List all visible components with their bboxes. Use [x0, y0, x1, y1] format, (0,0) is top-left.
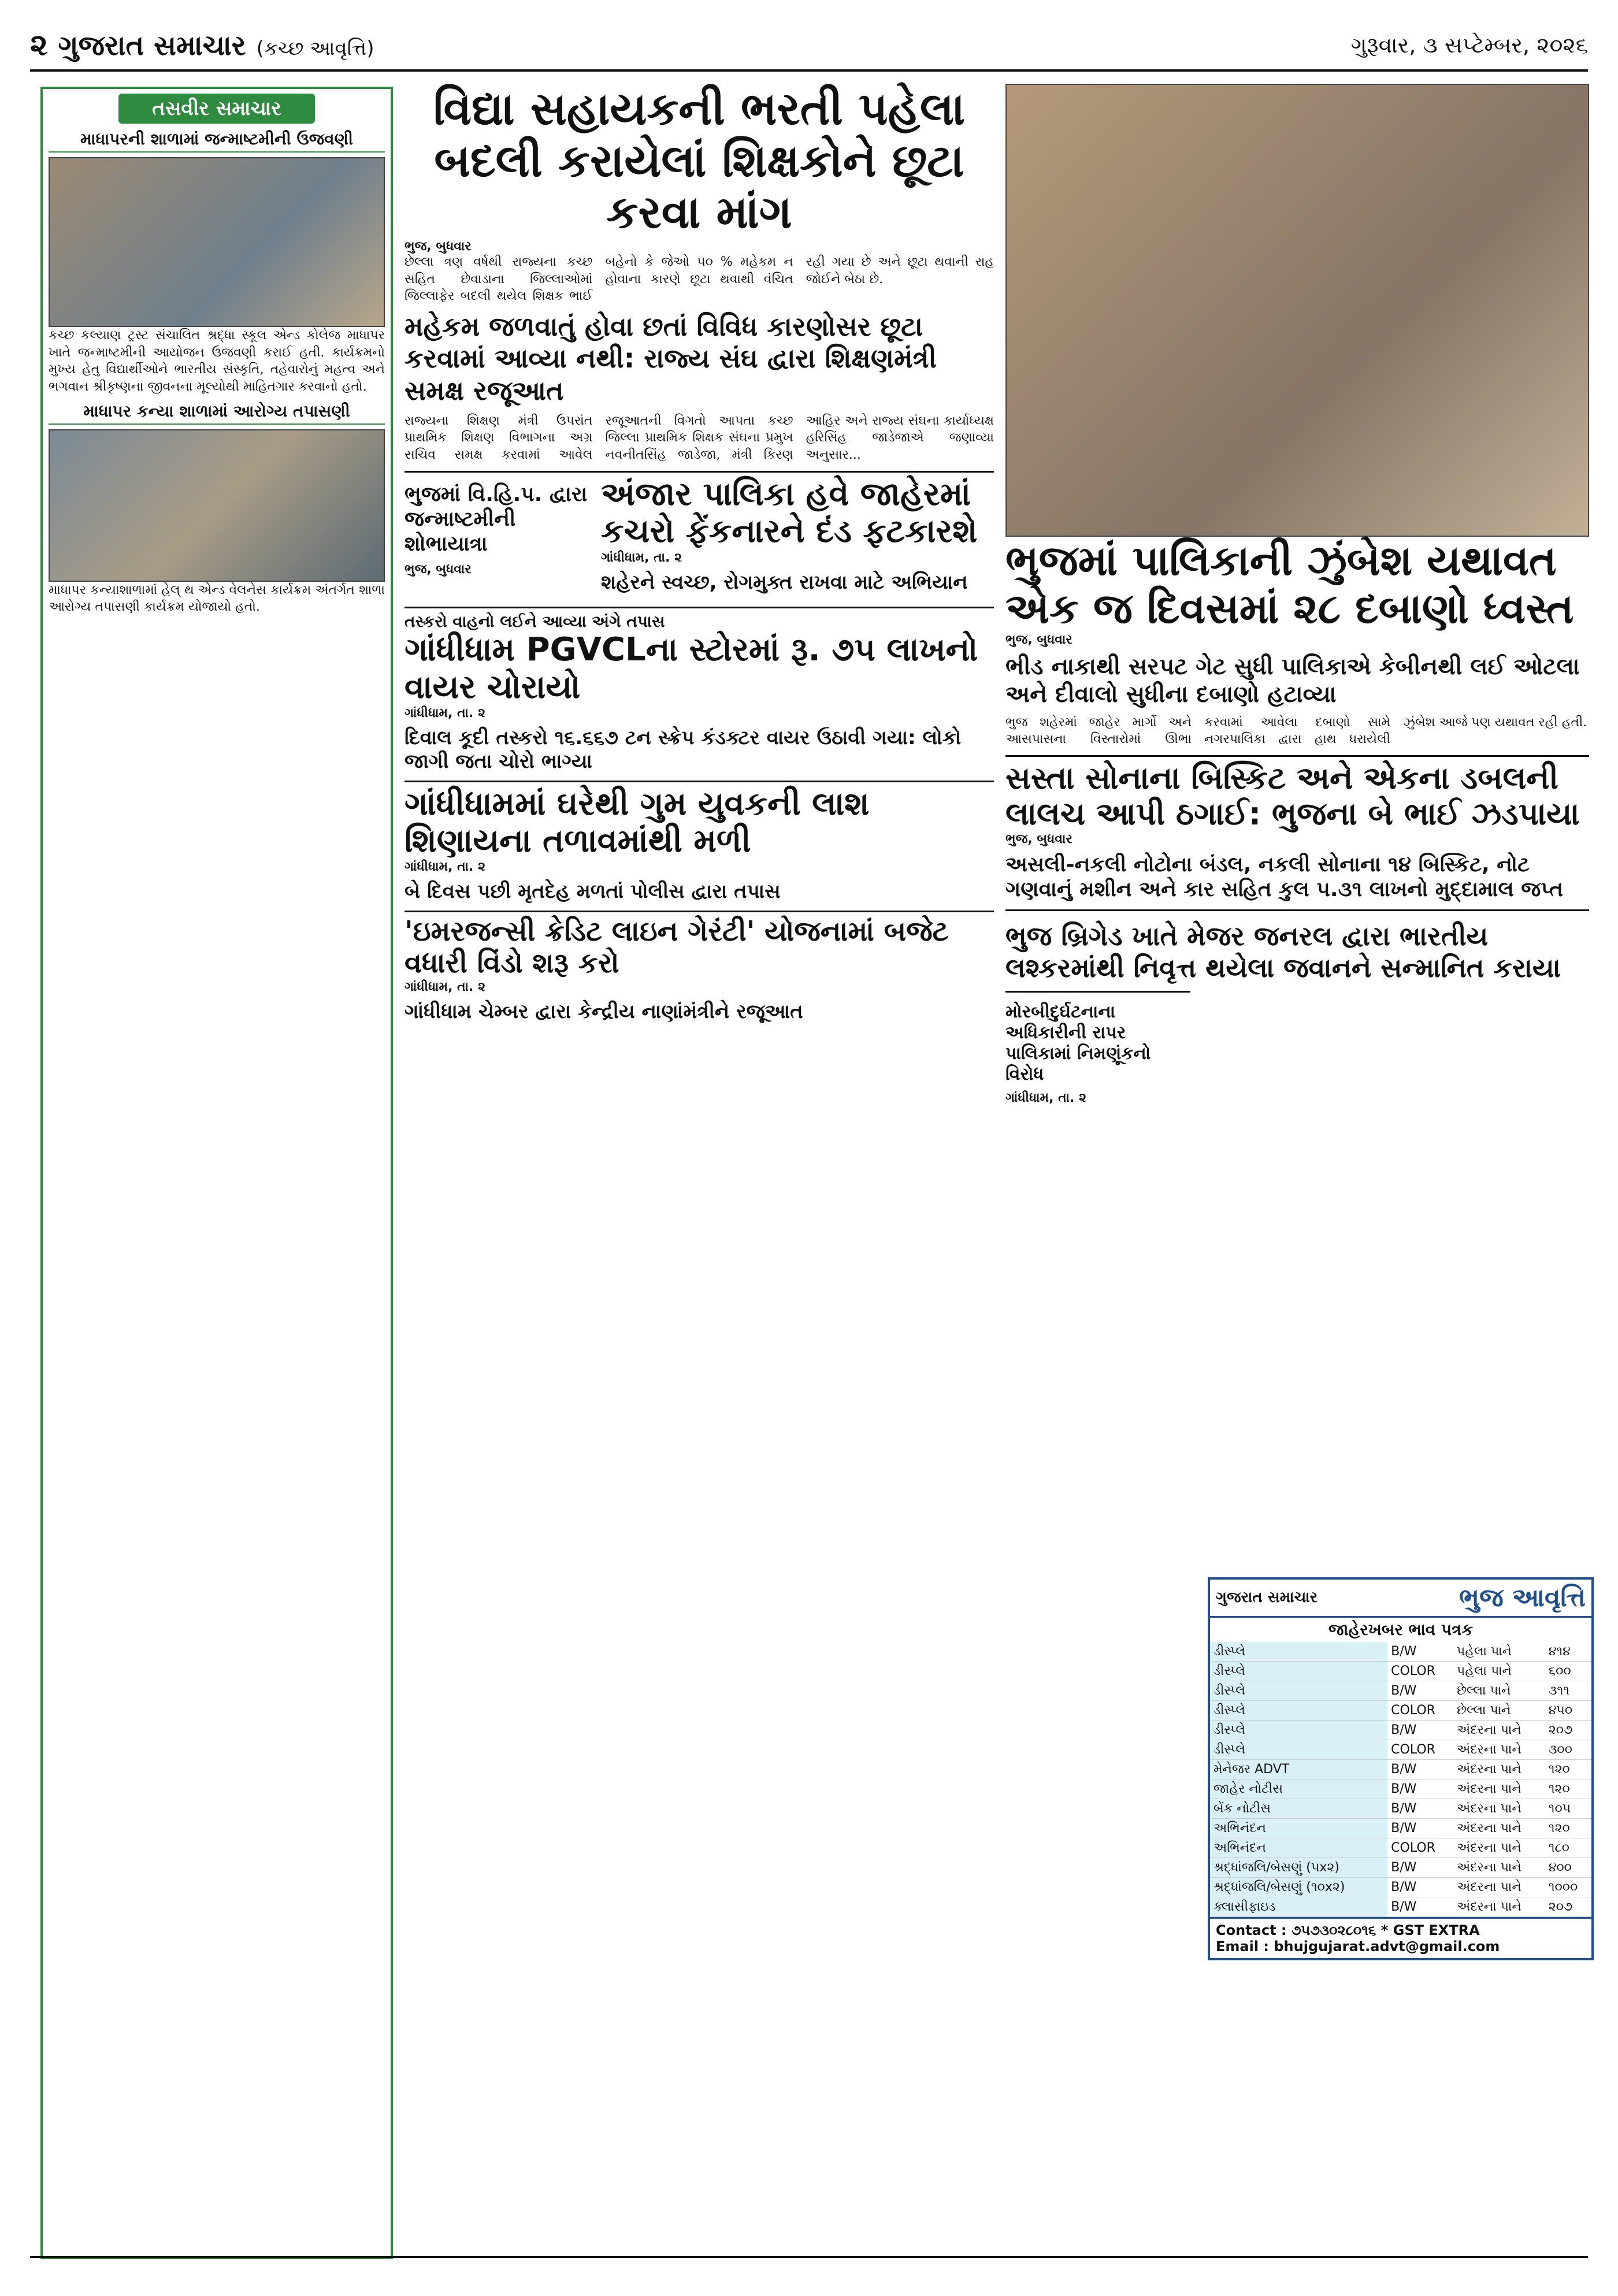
ratecard-row [1210, 1642, 1591, 1662]
placement-cell: અંદરના પાને [1453, 1799, 1545, 1819]
issue-date: ગુરૂવાર, ૩ સપ્ટેમ્બર, ૨૦૨૬ [1350, 32, 1588, 58]
placement-cell: અંદરના પાને [1453, 1740, 1545, 1760]
dateline: ભુજ, બુધવાર [404, 562, 472, 577]
ratecard-row [1210, 1662, 1591, 1681]
gandhidham-body-story [404, 781, 994, 904]
gandhidham-headline: ગાંધીધામમાં ઘરેથી ગુમ યુવકની લાશ શિણાયના તળાવમાંથી મળી [404, 785, 870, 860]
email-address: bhujgujarat.advt@gmail.com [1274, 1938, 1500, 1955]
ratecard-row [1210, 1760, 1591, 1779]
header-left [30, 28, 374, 63]
print-mode-cell: COLOR [1387, 1838, 1453, 1858]
anjar-headline: અંજાર પાલિકા હવે જાહેરમાં કચરો ફેંકનારને દંડ ફટકારશે [601, 475, 978, 551]
ratecard-masthead: ગુજરાત સમાચાર [1216, 1589, 1318, 1606]
right-lead-subhead: ભીડ નાકાથી સરપટ ગેટ સુધી પાલિકાએ કેબીનથી લઈ ઓટલા અને દીવાલો સુધીના દબાણો હટાવ્યા [1005, 653, 1580, 708]
placement-cell: છેલ્લા પાને [1453, 1701, 1545, 1721]
ratecard-row [1210, 1858, 1591, 1878]
dateline: ગાંધીધામ, તા. ૨ [404, 860, 485, 875]
pgvcl-kicker: તસ્કરો વાહનો લઈને આવ્યા અંગે તપાસ [404, 612, 665, 631]
pgvcl-story [404, 607, 994, 773]
rate-cell: ૧૨૦ [1545, 1760, 1591, 1779]
photo-story-title: માધાપર કન્યા શાળામાં આરોગ્ય તપાસણી [49, 402, 385, 425]
pgvcl-headline: ગાંધીધામ PGVCLના સ્ટોરમાં રૂ. ૭૫ લાખનો વાયર ચોરાયો [404, 631, 978, 706]
ad-type-cell: ડીસ્પ્લે [1210, 1662, 1387, 1681]
dateline: ગાંધીધામ, તા. ૨ [404, 979, 485, 994]
placement-cell: અંદરના પાને [1453, 1819, 1545, 1838]
ratecard-row [1210, 1701, 1591, 1721]
print-mode-cell: B/W [1387, 1819, 1453, 1838]
ad-type-cell: ડીસ્પ્લે [1210, 1642, 1387, 1662]
ad-type-cell: શ્રદ્ધાંજલિ/બેસણું (૧૦x૨) [1210, 1878, 1387, 1897]
page-header [30, 21, 1588, 72]
rate-cell: ૧૦૦૦ [1545, 1878, 1591, 1897]
placement-cell: અંદરના પાને [1453, 1897, 1545, 1917]
placement-cell: અંદરના પાને [1453, 1779, 1545, 1799]
ad-rate-card [1208, 1577, 1594, 1960]
dateline: ભુજ, બુધવાર [1005, 632, 1073, 647]
ratecard-row [1210, 1779, 1591, 1799]
ratecard-caption: જાહેરખબર ભાવ પત્રક [1328, 1620, 1474, 1639]
email-label: Email : [1216, 1938, 1270, 1955]
contact-phone: ૭૫૭૩૦૨૮૦૧૬ [1291, 1922, 1376, 1938]
print-mode-cell: B/W [1387, 1642, 1453, 1662]
ad-type-cell: ક્લાસીફાઇડ [1210, 1897, 1387, 1917]
dateline: ભુજ, બુધવાર [1005, 832, 1073, 847]
dateline: ભુજ, બુધવાર [404, 239, 472, 254]
placement-cell: છેલ્લા પાને [1453, 1681, 1545, 1701]
rate-cell: ૪૦૦ [1545, 1858, 1591, 1878]
photo-news-badge: તસવીર સમાચાર [118, 94, 315, 124]
edition-label: (કચ્છ આવૃત્તિ) [256, 36, 374, 60]
ad-type-cell: મેનેજર ADVT [1210, 1760, 1387, 1779]
photo [49, 157, 385, 327]
page-footer-rule [30, 2256, 1588, 2275]
rate-cell: ૧૦૫ [1545, 1799, 1591, 1819]
print-mode-cell: B/W [1387, 1897, 1453, 1917]
ad-type-cell: ડીસ્પ્લે [1210, 1721, 1387, 1740]
print-mode-cell: B/W [1387, 1858, 1453, 1878]
ratecard-row [1210, 1681, 1591, 1701]
placement-cell: અંદરના પાને [1453, 1760, 1545, 1779]
rate-cell: ૧૨૦ [1545, 1819, 1591, 1838]
army-headline: ભુજ બ્રિગેડ ખાતે મેજર જનરલ દ્વારા ભારતીય લશ્કરમાંથી નિવૃત્ત થયેલા જવાનને સન્માનિત કરાયા [1005, 920, 1561, 983]
lead-body-2: રાજ્યના શિક્ષણ મંત્રી ઉપરાંત પ્રાથમિક શિક્ષણ વિભાગના અગ્ર સચિવ સમક્ષ કરવામાં આવેલ રજૂઆતની વિગતો આપતા કચ્છ જિલ્લા પ્રાથમિક શિક્ષક સંઘના પ્રમુખ નવનીતસિંહ જાડેજા, મંત્રી કિરણ આહિર અને રાજ્ય સંઘના કાર્યાધ્યક્ષ હરિસિંહ જાડેજાએ જણાવ્યા અનુસાર... [404, 413, 994, 463]
placement-cell: પહેલા પાને [1453, 1662, 1545, 1681]
rate-cell: ૧૮૦ [1545, 1838, 1591, 1858]
rate-cell: ૩૦૦ [1545, 1740, 1591, 1760]
placement-cell: અંદરના પાને [1453, 1721, 1545, 1740]
ad-type-cell: ડીસ્પ્લે [1210, 1681, 1387, 1701]
ratecard-rows [1210, 1642, 1591, 1917]
army-story [1005, 909, 1589, 984]
gold-story [1005, 755, 1589, 902]
email-line [1216, 1938, 1586, 1955]
gst-note: * GST EXTRA [1381, 1922, 1480, 1938]
ratecard-contact [1210, 1917, 1591, 1958]
page-number: ૨ [30, 27, 48, 62]
print-mode-cell: COLOR [1387, 1662, 1453, 1681]
morbi-headline: મોરબીદુર્ઘટનાના અધિકારીની રાપર પાલિકામાં નિમણૂંકનો વિરોધ [1005, 1001, 1151, 1084]
masthead: ગુજરાત સમાચાર [58, 29, 246, 62]
lead-body: છેલ્લા ત્રણ વર્ષથી રાજ્યના કચ્છ સહિત છેવાડાના જિલ્લાઓમાં જિલ્લાફેર બદલી થયેલ શિક્ષક ભાઈ બહેનો કે જેઓ ૫૦ % મહેકમ ન હોવાના કારણે છૂટા થવાથી વંચિત રહી ગયા છે અને છૂટા થવાની રાહ જોઈને બેઠા છે. [404, 255, 994, 304]
rate-cell: ૨૦૭ [1545, 1897, 1591, 1917]
photo-news-column [40, 87, 393, 2259]
morbi-story [1005, 991, 1190, 1105]
ratecard-header [1210, 1580, 1591, 1618]
right-column [1005, 84, 1589, 1105]
placement-cell: પહેલા પાને [1453, 1642, 1545, 1662]
ratecard-row [1210, 1878, 1591, 1897]
print-mode-cell: B/W [1387, 1799, 1453, 1819]
rate-cell: ૬૦૦ [1545, 1662, 1591, 1681]
print-mode-cell: B/W [1387, 1681, 1453, 1701]
ratecard-row [1210, 1799, 1591, 1819]
photo-story-text: માધાપર કન્યાશાળામાં હેલ્ થ એન્ડ વેલનેસ કાર્યક્રમ અંતર્ગત શાળા આરોગ્ય તપાસણી કાર્યક્રમ યોજાયો હતો. [49, 582, 385, 615]
ad-type-cell: જાહેર નોટીસ [1210, 1779, 1387, 1799]
ad-type-cell: અભિનંદન [1210, 1838, 1387, 1858]
ad-type-cell: ડીસ્પ્લે [1210, 1740, 1387, 1760]
middle-column [404, 84, 994, 1029]
vhp-anjar-row [404, 471, 994, 600]
ratecard-table [1210, 1642, 1591, 1917]
photo-story-title: માધાપરની શાળામાં જન્માષ્ટમીની ઉજવણી [49, 129, 385, 153]
ratecard-row [1210, 1740, 1591, 1760]
placement-cell: અંદરના પાને [1453, 1858, 1545, 1878]
gold-subhead: અસલી-નકલી નોટોના બંડલ, નકલી સોનાના ૧૪ બિસ્કિટ, નોટ ગણવાનું મશીન અને કાર સહિત કુલ ૫.૩૧ લાખનો મુદ્દામાલ જપ્ત [1005, 853, 1564, 902]
ad-type-cell: અભિનંદન [1210, 1819, 1387, 1838]
print-mode-cell: B/W [1387, 1779, 1453, 1799]
rate-cell: ૪૫૦ [1545, 1701, 1591, 1721]
ad-type-cell: શ્રદ્ધાંજલિ/બેસણું (૫x૨) [1210, 1858, 1387, 1878]
ratecard-row [1210, 1838, 1591, 1858]
credit-headline: 'ઇમરજન્સી ક્રેડિટ લાઇન ગેરંટી' યોજનામાં બજેટ વધારી વિંડો શરૂ કરો [404, 915, 949, 980]
anjar-subhead: શહેરને સ્વચ્છ, રોગમુક્ત રાખવા માટે અભિયાન [601, 570, 968, 594]
credit-story [404, 911, 994, 1023]
lead-subhead: મહેકમ જળવાતું હોવા છતાં વિવિધ કારણોસર છૂટા કરવામાં આવ્યા નથી: રાજ્ય સંઘ દ્વારા શિક્ષણમંત્રી સમક્ષ રજૂઆત [404, 311, 937, 406]
dateline: ગાંધીધામ, તા. ૨ [404, 706, 485, 721]
ad-type-cell: બેંક નોટીસ [1210, 1799, 1387, 1819]
ratecard-row [1210, 1819, 1591, 1838]
anjar-story [601, 476, 994, 600]
rate-cell: ૩૧૧ [1545, 1681, 1591, 1701]
print-mode-cell: B/W [1387, 1760, 1453, 1779]
vhp-story [404, 476, 589, 600]
gandhidham-subhead: બે દિવસ પછી મૃતદેહ મળતાં પોલીસ દ્વારા તપાસ [404, 880, 781, 904]
lead-photo [1005, 84, 1589, 537]
ad-type-cell: ડીસ્પ્લે [1210, 1701, 1387, 1721]
right-lead-body: ભુજ શહેરમાં જાહેર માર્ગો અને આસપાસના વિસ્તારોમાં ઊભા કરવામાં આવેલા દબાણો સામે નગરપાલિકા દ્વારા હાથ ધરાયેલી ઝુંબેશ આજે પણ યથાવત રહી હતી. [1005, 715, 1587, 747]
lead-headline: વિદ્યા સહાયકની ભરતી પહેલા બદલી કરાયેલાં શિક્ષકોને છૂટા કરવા માંગ [433, 83, 966, 239]
photo-story-text: કચ્છ કલ્યાણ ટ્રસ્ટ સંચાલિત શ્રદ્ધા સ્કૂલ એન્ડ કોલેજ માધાપર ખાતે જન્માષ્ટમીની આયોજન ઉજવણી કરાઈ હતી. કાર્યક્રમનો મુખ્ય હેતુ વિદ્યાર્થીઓને ભારતીય સંસ્કૃતિ, તહેવારોનું મહત્વ અને ભગવાન શ્રીકૃષ્ણના જીવનના મૂલ્યોથી માહિતગાર કરવાનો હતો. [49, 328, 385, 395]
credit-subhead: ગાંધીધામ ચેમ્બર દ્વારા કેન્દ્રીય નાણાંમંત્રીને રજૂઆત [404, 1000, 803, 1023]
print-mode-cell: B/W [1387, 1721, 1453, 1740]
right-lead-headline: ભુજમાં પાલિકાની ઝુંબેશ યથાવત એક જ દિવસમાં ૨૮ દબાણો ધ્વસ્ત [1005, 536, 1574, 633]
print-mode-cell: B/W [1387, 1878, 1453, 1897]
placement-cell: અંદરના પાને [1453, 1838, 1545, 1858]
print-mode-cell: COLOR [1387, 1740, 1453, 1760]
ratecard-edition: ભુજ આવૃત્તિ [1459, 1583, 1586, 1613]
ratecard-row [1210, 1721, 1591, 1740]
contact-label: Contact : [1216, 1922, 1287, 1938]
rate-cell: ૧૨૦ [1545, 1779, 1591, 1799]
rate-cell: ૨૦૭ [1545, 1721, 1591, 1740]
print-mode-cell: COLOR [1387, 1701, 1453, 1721]
photo [49, 429, 385, 582]
rate-cell: ૪૧૪ [1545, 1642, 1591, 1662]
vhp-headline: ભુજમાં વિ.હિ.પ. દ્વારા જન્માષ્ટમીની શોભાયાત્રા [404, 482, 588, 556]
dateline: ગાંધીધામ, તા. ૨ [601, 550, 682, 565]
pgvcl-subhead: દિવાલ કૂદી તસ્કરો ૧૬.૬૬૭ ટન સ્ક્રેપ કંડક્ટર વાયર ઉઠાવી ગયા: લોકો જાગી જતા ચોરો ભાગ્યા [404, 726, 962, 773]
dateline: ગાંધીધામ, તા. ૨ [1005, 1090, 1086, 1105]
ratecard-row [1210, 1897, 1591, 1917]
placement-cell: અંદરના પાને [1453, 1878, 1545, 1897]
gold-headline: સસ્તા સોનાના બિસ્કિટ અને એકના ડબલની લાલચ આપી ઠગાઈ: ભુજના બે ભાઈ ઝડપાયા [1005, 759, 1580, 833]
